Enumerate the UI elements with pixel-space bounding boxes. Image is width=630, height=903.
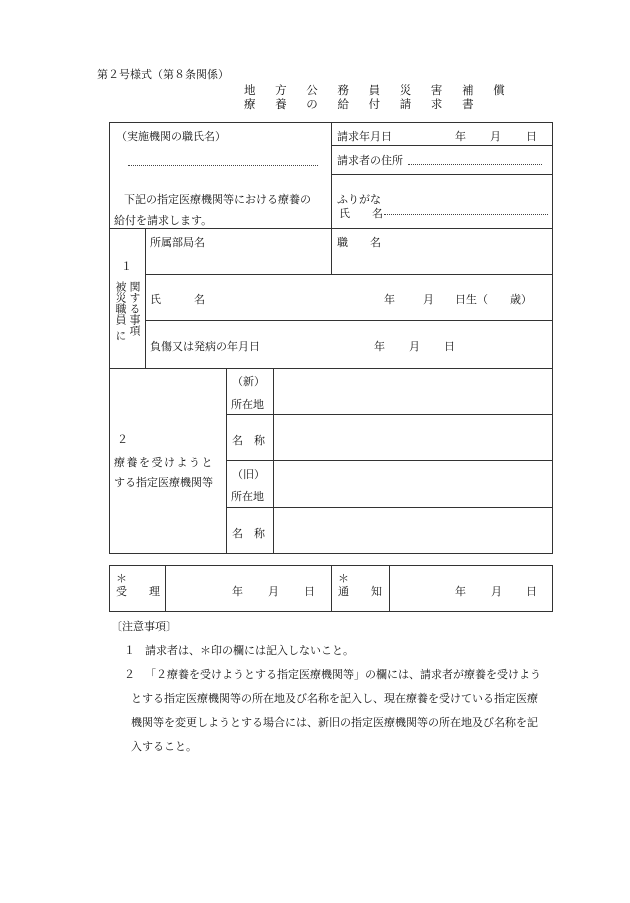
birth-day: 日生（ bbox=[455, 293, 488, 306]
injury-day: 日 bbox=[444, 340, 455, 353]
receipt-day: 日 bbox=[304, 585, 315, 598]
injury-year: 年 bbox=[374, 340, 385, 353]
receipt-year: 年 bbox=[232, 585, 243, 598]
section2-label-line2: する指定医療機関等 bbox=[114, 476, 213, 489]
request-day: 日 bbox=[526, 130, 537, 143]
birth-month: 月 bbox=[423, 293, 434, 306]
address-field[interactable] bbox=[408, 164, 542, 165]
old-tag: （旧） bbox=[232, 468, 265, 481]
request-date-label: 請求年月日 bbox=[337, 130, 392, 143]
birth-year: 年 bbox=[384, 293, 395, 306]
section1-vertical-col1: 被災職員 bbox=[114, 281, 127, 325]
receipt-month: 月 bbox=[268, 585, 279, 598]
employee-name-label: 氏 名 bbox=[150, 293, 205, 306]
age-suffix: 歳） bbox=[510, 293, 532, 306]
note2-line3: 機関等を変更しようとする場合には、新旧の指定医療機関等の所在地及び名称を記 bbox=[131, 716, 538, 729]
note2-line2: とする指定医療機関等の所在地及び名称を記入し、現在療養を受けている指定医療 bbox=[131, 692, 538, 705]
notify-label: 通 知 bbox=[338, 585, 382, 598]
new-tag: （新） bbox=[232, 375, 265, 388]
form-number: 第２号様式（第８条関係） bbox=[97, 68, 229, 81]
applicant-name-field[interactable] bbox=[384, 214, 548, 215]
injury-month: 月 bbox=[409, 340, 420, 353]
request-month: 月 bbox=[490, 130, 501, 143]
dept-label: 所属部局名 bbox=[150, 236, 205, 249]
job-label: 職 名 bbox=[337, 236, 381, 249]
applicant-name-label: 氏 名 bbox=[339, 207, 383, 220]
notify-year: 年 bbox=[455, 585, 466, 598]
form-title-line2: 療 養 の 給 付 請 求 書 bbox=[244, 97, 482, 111]
old-location-label: 所在地 bbox=[231, 490, 264, 503]
note1-text: 請求者は、＊印の欄には記入しないこと。 bbox=[145, 644, 354, 657]
section1-vertical-col2: 関する事項 bbox=[128, 281, 141, 336]
request-text-line2: 給付を請求します。 bbox=[114, 214, 213, 227]
notify-star: ＊ bbox=[338, 572, 349, 585]
address-label: 請求者の住所 bbox=[337, 154, 403, 167]
receipt-label: 受 理 bbox=[116, 585, 160, 598]
section2-number: ２ bbox=[117, 433, 128, 446]
request-year: 年 bbox=[455, 130, 466, 143]
new-name-label: 名 称 bbox=[232, 434, 265, 447]
section1-number: １ bbox=[121, 260, 132, 273]
note2-number: ２ bbox=[124, 668, 135, 681]
injury-date-label: 負傷又は発病の年月日 bbox=[150, 340, 260, 353]
org-label: （実施機関の職氏名） bbox=[116, 130, 226, 143]
section2-label-line1: 療養を受けようと bbox=[114, 456, 214, 469]
request-text-line1: 下記の指定医療機関等における療養の bbox=[124, 193, 311, 206]
notify-day: 日 bbox=[526, 585, 537, 598]
note2-line4: 入すること。 bbox=[131, 740, 197, 753]
section1-vertical-col3: に bbox=[114, 330, 127, 341]
new-location-label: 所在地 bbox=[231, 398, 264, 411]
receipt-star: ＊ bbox=[116, 572, 127, 585]
note2-line1: 「２療養を受けようとする指定医療機関等」の欄には、請求者が療養を受けよう bbox=[145, 668, 541, 681]
form-title-line1: 地 方 公 務 員 災 害 補 償 bbox=[244, 83, 513, 97]
org-name-field[interactable] bbox=[128, 165, 318, 166]
note1-number: １ bbox=[124, 644, 135, 657]
notes-heading: 〔注意事項〕 bbox=[111, 620, 177, 633]
notify-month: 月 bbox=[491, 585, 502, 598]
old-name-label: 名 称 bbox=[232, 527, 265, 540]
furigana-label: ふりがな bbox=[337, 193, 381, 206]
